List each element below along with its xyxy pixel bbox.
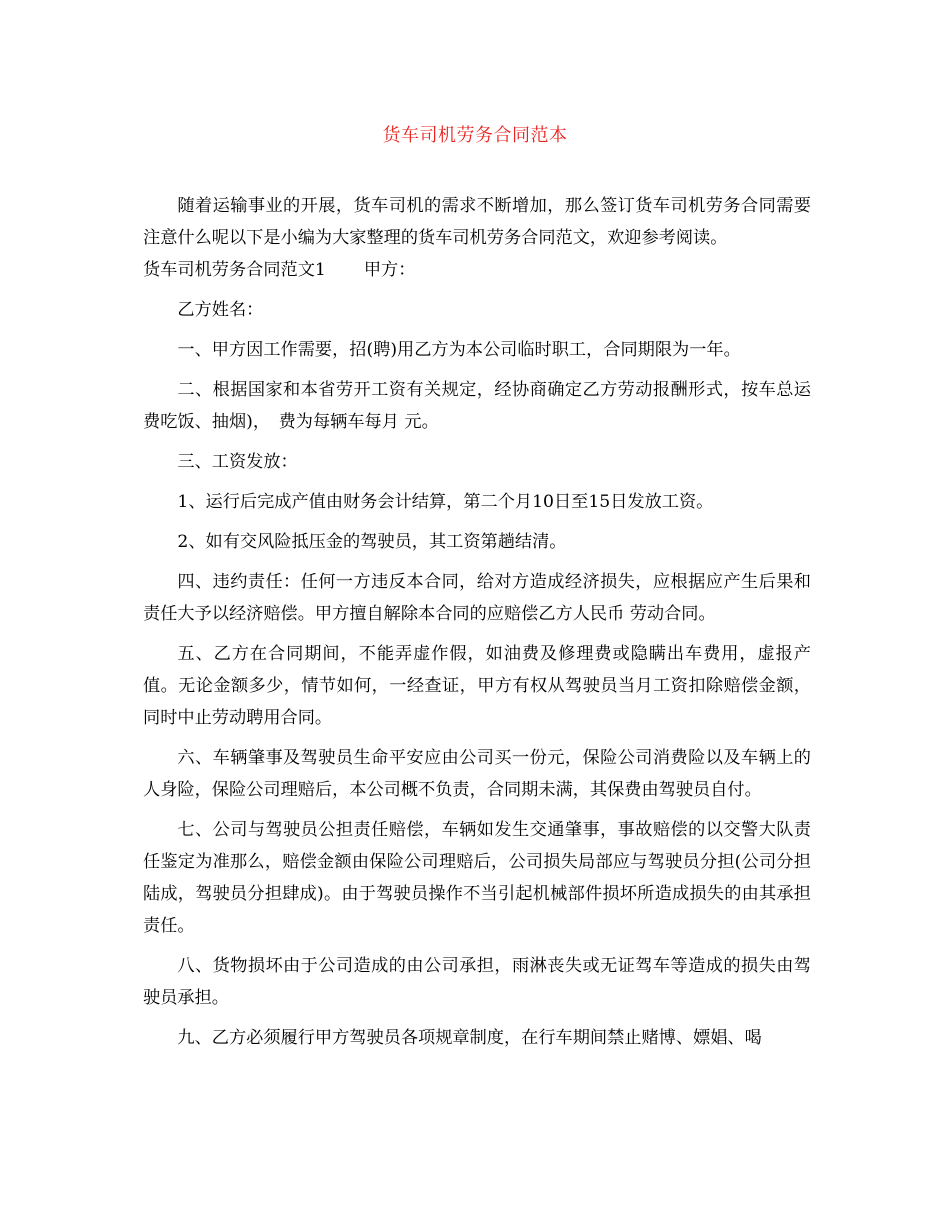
sample-heading: 货车司机劳务合同范文1 [143, 260, 326, 280]
clause-paragraph: 六、车辆肇事及驾驶员生命平安应由公司买一份元，保险公司消费险以及车辆上的人身险，保险公司理赔后，本公司概不负责，合同期未满，其保费由驾驶员自付。 [143, 748, 811, 800]
clause-paragraph: 九、乙方必须履行甲方驾驶员各项规章制度，在行车期间禁止赌博、嫖娼、喝 [177, 1028, 762, 1048]
intro-paragraph: 随着运输事业的开展，货车司机的需求不断增加，那么签订货车司机劳务合同需要注意什么呢以下是小编为大家整理的货车司机劳务合同范文，欢迎参考阅读。 [143, 196, 811, 248]
clause-paragraph: 一、甲方因工作需要，招(聘)用乙方为本公司临时职工，合同期限为一年。 [177, 340, 741, 360]
party-b-label: 乙方姓名： [177, 300, 264, 320]
clause-paragraph: 二、根据国家和本省劳开工资有关规定，经协商确定乙方劳动报酬形式，按车总运费吃饭、抽烟)， 费为每辆车每月 元。 [143, 380, 811, 432]
clause-paragraph: 1、运行后完成产值由财务会计结算，第二个月10日至15日发放工资。 [177, 492, 714, 512]
clause-paragraph: 2、如有交风险抵压金的驾驶员，其工资第趟结清。 [177, 532, 567, 552]
page-title: 货车司机劳务合同范本 [382, 125, 568, 146]
clause-paragraph: 四、违约责任：任何一方违反本合同，给对方造成经济损失，应根据应产生后果和责任大予以经济赔偿。甲方擅自解除本合同的应赔偿乙方人民币 劳动合同。 [143, 572, 811, 624]
party-a-label: 甲方： [363, 260, 416, 280]
clause-paragraph: 七、公司与驾驶员公担责任赔偿，车辆如发生交通肇事，事故赔偿的以交警大队责任鉴定为准那么，赔偿金额由保险公司理赔后，公司损失局部应与驾驶员分担(公司分担陆成，驾驶员分担肆成)。由于驾驶员操作不当引起机械部件损坏所造成损失的由其承担责任。 [143, 820, 811, 936]
clause-paragraph: 五、乙方在合同期间，不能弄虚作假，如油费及修理费或隐瞒出车费用，虚报产值。无论金额多少，情节如何，一经查证，甲方有权从驾驶员当月工资扣除赔偿金额，同时中止劳动聘用合同。 [143, 644, 811, 728]
document-body [143, 190, 811, 1062]
clause-paragraph: 八、货物损坏由于公司造成的由公司承担，雨淋丧失或无证驾车等造成的损失由驾驶员承担。 [143, 956, 811, 1008]
sample-heading-line [143, 254, 811, 286]
clause-paragraph: 三、工资发放： [177, 452, 298, 472]
